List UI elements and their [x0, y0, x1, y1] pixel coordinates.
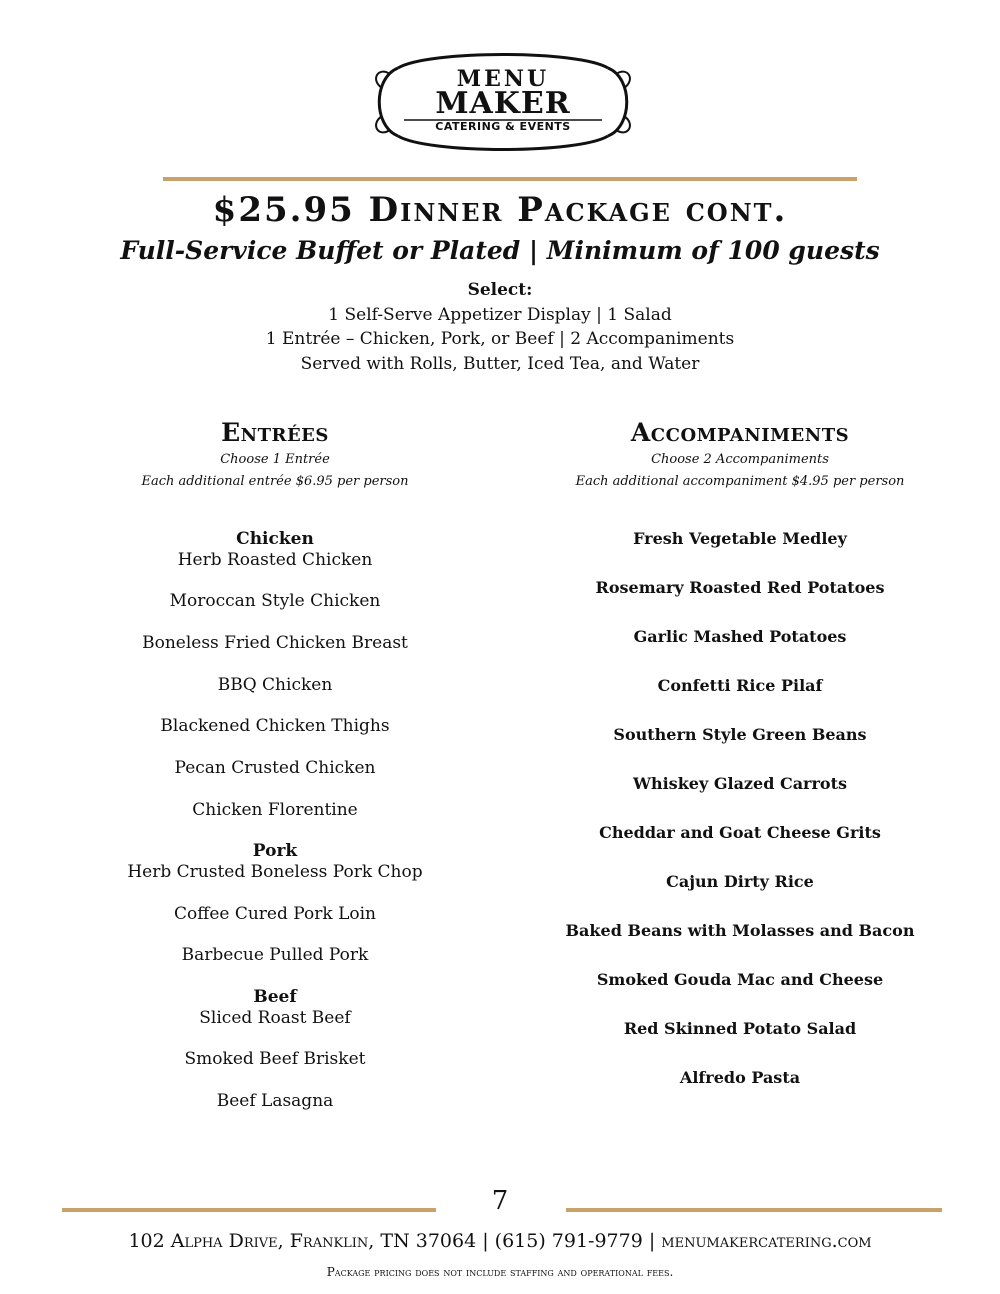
entree-item: Herb Roasted Chicken [177, 550, 373, 570]
page-number: 7 [491, 1186, 509, 1216]
category-label-chicken: Chicken [236, 529, 314, 549]
entrees-column [100, 418, 450, 1128]
entrees-note: Choose 1 Entrée [220, 452, 330, 467]
accompaniment-item: Alfredo Pasta [679, 1068, 801, 1087]
accompaniment-item: Confetti Rice Pilaf [657, 676, 823, 695]
entree-item: Boneless Fried Chicken Breast [142, 633, 408, 653]
page-subtitle: Full-Service Buffet or Plated | Minimum of 100 guests [120, 236, 880, 265]
entree-item: Smoked Beef Brisket [184, 1049, 366, 1069]
logo-text-tagline: CATERING & EVENTS [435, 120, 571, 133]
accompaniment-item: Fresh Vegetable Medley [633, 529, 847, 548]
entree-item: Sliced Roast Beef [199, 1008, 351, 1028]
accompaniment-item: Cajun Dirty Rice [666, 872, 814, 891]
accompaniment-item: Southern Style Green Beans [613, 725, 867, 744]
category-label-pork: Pork [252, 841, 298, 861]
select-line: 1 Entrée – Chicken, Pork, or Beef | 2 Accompaniments [265, 329, 735, 349]
accompaniment-item: Whiskey Glazed Carrots [633, 774, 847, 793]
accompaniment-item: Red Skinned Potato Salad [623, 1019, 857, 1038]
entree-item: Herb Crusted Boneless Pork Chop [127, 862, 423, 882]
footer-address: 102 Alpha Drive, Franklin, TN 37064 | (615) 791-9779 | menumakercatering.com [128, 1230, 872, 1252]
accompaniments-column [560, 418, 920, 1098]
header-rule [163, 177, 857, 181]
select-label: Select: [467, 280, 533, 300]
accompaniments-heading: Accompaniments [630, 418, 850, 447]
accompaniments-note: Each additional accompaniment $4.95 per person [575, 474, 905, 489]
accompaniment-item: Rosemary Roasted Red Potatoes [595, 578, 885, 597]
entrees-note: Each additional entrée $6.95 per person [141, 474, 409, 489]
logo [368, 48, 638, 156]
entree-item: Blackened Chicken Thighs [160, 716, 390, 736]
entree-item: Chicken Florentine [192, 800, 358, 820]
accompaniments-note: Choose 2 Accompaniments [651, 452, 829, 467]
logo-text-menu: MENU [456, 66, 550, 92]
entrees-heading: Entrées [221, 418, 329, 447]
footer-note: Package pricing does not include staffing and operational fees. [326, 1265, 674, 1279]
accompaniment-item: Smoked Gouda Mac and Cheese [596, 970, 884, 989]
accompaniment-item: Cheddar and Goat Cheese Grits [599, 823, 881, 842]
entree-item: Barbecue Pulled Pork [181, 945, 369, 965]
accompaniment-item: Garlic Mashed Potatoes [633, 627, 847, 646]
entree-item: BBQ Chicken [217, 675, 333, 695]
entree-item: Beef Lasagna [216, 1091, 334, 1111]
select-line: Served with Rolls, Butter, Iced Tea, and Water [300, 354, 700, 374]
category-label-beef: Beef [253, 987, 297, 1007]
accompaniment-item: Baked Beans with Molasses and Bacon [565, 921, 915, 940]
entree-item: Coffee Cured Pork Loin [174, 904, 376, 924]
logo-text-maker: MAKER [435, 86, 571, 121]
page-title: $25.95 Dinner Package cont. [212, 190, 788, 230]
select-line: 1 Self-Serve Appetizer Display | 1 Salad [328, 305, 672, 325]
entree-item: Pecan Crusted Chicken [174, 758, 376, 778]
entree-item: Moroccan Style Chicken [169, 591, 381, 611]
